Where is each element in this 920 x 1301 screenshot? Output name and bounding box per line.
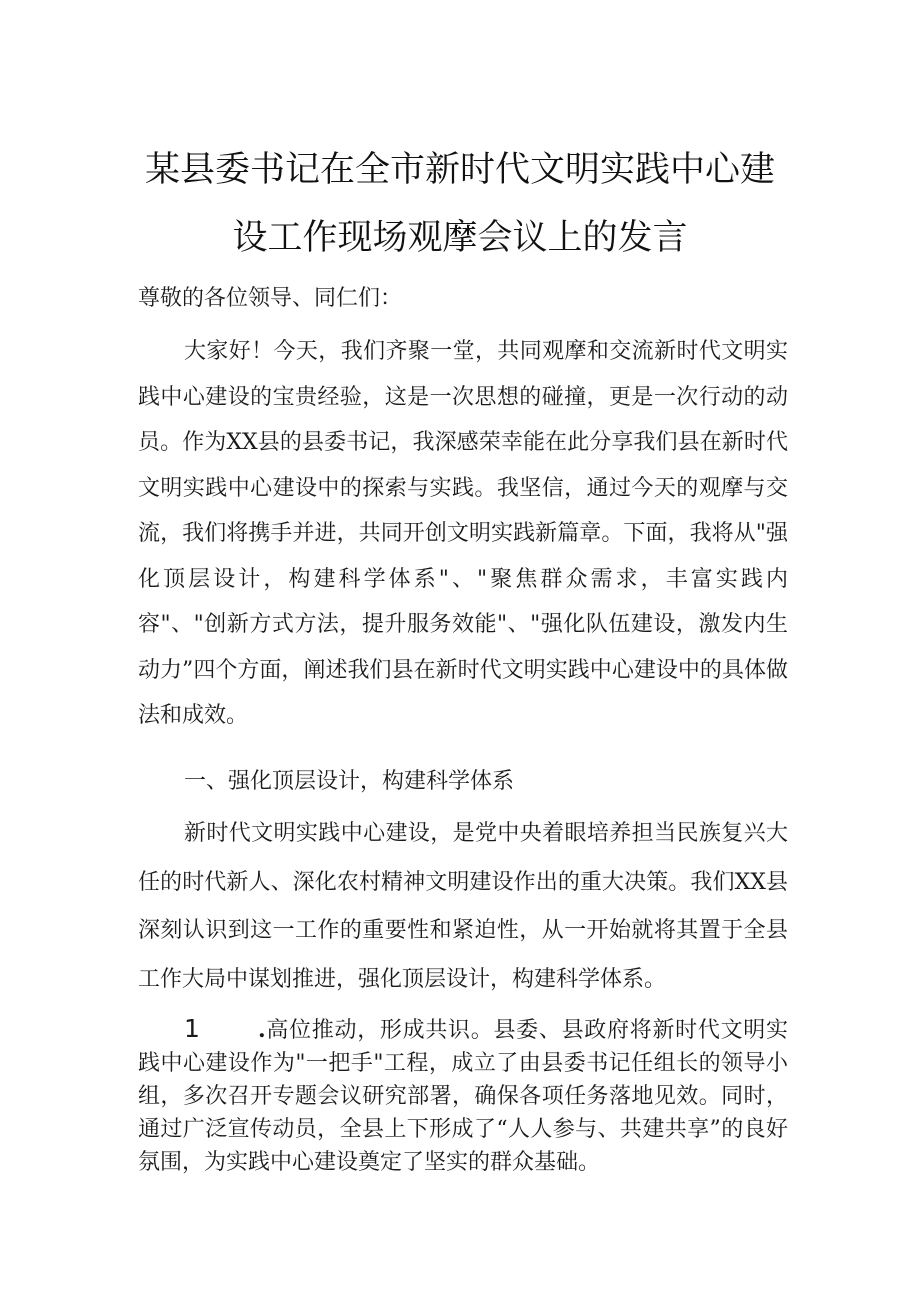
list-item-dot: . (258, 1017, 266, 1043)
document-title-line-1: 某县委书记在全市新时代文明实践中心建 (144, 150, 775, 190)
paragraph-intro: 大家好！今天，我们齐聚一堂，共同观摩和交流新时代文明实践中心建设的宝贵经验，这是一次思想的碰撞，更是一次行动的动员。作为XX县的县委书记，我深感荣幸能在此分享我们县在新时代文明实践中心建设中的探索与实践。我坚信，通过今天的观摩与交流，我们将携手并进，共同开创文明实践新篇章。下面，我将从"强化顶层设计，构建科学体系"、"聚焦群众需求，丰富实践内容"、"创新方式方法，提升服务效能"、"强化队伍建设，激发内生动力”四个方面，阐述我们县在新时代文明实践中心建设中的具体做法和成效。 (138, 339, 788, 728)
document-title-line-2: 设工作现场观摩会议上的发言 (232, 218, 688, 258)
salutation: 尊敬的各位领导、同仁们： (138, 286, 403, 311)
list-item-text: 高位推动，形成共识。县委、县政府将新时代文明实践中心建设作为"一把手"工程，成立了由县委书记任组长的领导小组，多次召开专题会议研究部署，确保各项任务落地见效。同时，通过广泛宣传动员，全县上下形成了“人人参与、共建共享”的良好氛围，为实践中心建设奠定了坚实的群众基础。 (138, 1018, 788, 1175)
paragraph-section-1: 新时代文明实践中心建设，是党中央着眼培养担当民族复兴大任的时代新人、深化农村精神文明建设作出的重大决策。我们XX县深刻认识到这一工作的重要性和紧迫性，从一开始就将其置于全县工作大局中谋划推进，强化顶层设计，构建科学体系。 (138, 821, 788, 992)
section-heading-1: 一、强化顶层设计，构建科学体系 (184, 769, 515, 794)
list-item-number: 1 (184, 1014, 200, 1043)
list-item-1 (138, 1012, 788, 1179)
